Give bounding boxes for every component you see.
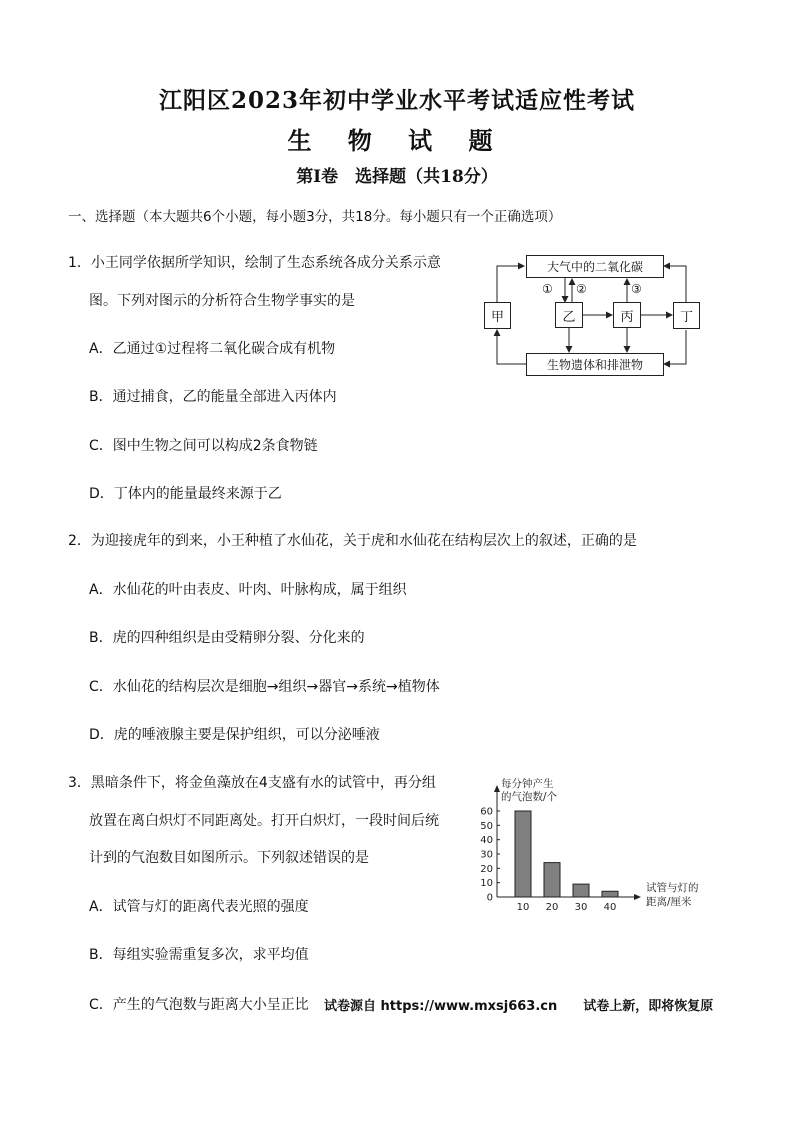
q3-option-c: C．产生的气泡数与距离大小呈正比: [89, 997, 309, 1013]
bubble-chart: [470, 775, 710, 915]
bar: [544, 863, 560, 897]
q1-stem-line2: 图。下列对图示的分析符合生物学事实的是: [89, 293, 355, 309]
co2-box: 大气中的二氧化碳: [526, 255, 664, 278]
q1-option-c: C．图中生物之间可以构成2条食物链: [89, 438, 318, 454]
bar: [515, 811, 531, 897]
x-tick-label: 30: [574, 902, 588, 913]
source-watermark: 试卷源自 https://www.mxsj663.cn 试卷上新，即将恢复原: [324, 999, 714, 1014]
x-tick-label: 20: [545, 902, 559, 913]
remains-box: 生物遗体和排泄物: [526, 353, 664, 376]
part-title: 第Ⅰ卷 选择题（共18分）: [296, 167, 498, 187]
section-heading: 一、选择题（本大题共6个小题，每小题3分，共18分。每小题只有一个正确选项）: [68, 209, 562, 225]
y-tick-label: 30: [480, 849, 493, 861]
x-tick-label: 10: [516, 902, 530, 913]
q3-stem-line3: 计到的气泡数目如图所示。下列叙述错误的是: [89, 850, 369, 866]
jia-box: 甲: [484, 302, 511, 329]
y-tick-label: 20: [480, 863, 493, 875]
x-tick-label: 40: [603, 902, 617, 913]
q3-option-b: B．每组实验需重复多次，求平均值: [89, 947, 309, 963]
q1-option-a: A．乙通过①过程将二氧化碳合成有机物: [89, 341, 336, 357]
process-3-label: ③: [631, 282, 642, 296]
y-tick-label: 40: [480, 835, 493, 847]
q2-option-d: D．虎的唾液腺主要是保护组织，可以分泌唾液: [89, 727, 380, 743]
bar: [573, 884, 589, 897]
q3-stem-line1: 3．黑暗条件下，将金鱼藻放在4支盛有水的试管中，再分组: [68, 775, 436, 791]
q3-stem-line2: 放置在离白炽灯不同距离处。打开白炽灯，一段时间后统: [89, 813, 439, 829]
bubble-chart-svg: [470, 775, 710, 915]
y-axis-arrow: [494, 785, 500, 792]
q1-option-b: B．通过捕食，乙的能量全部进入丙体内: [89, 389, 337, 405]
ecosystem-diagram: [480, 250, 710, 380]
y-tick-label: 10: [480, 878, 493, 890]
ding-box: 丁: [673, 302, 700, 329]
q2-option-a: A．水仙花的叶由表皮、叶肉、叶脉构成，属于组织: [89, 582, 407, 598]
q1-option-d: D．丁体内的能量最终来源于乙: [89, 486, 282, 502]
x-axis-arrow: [634, 894, 641, 900]
bar: [602, 891, 618, 897]
y-axis-label-line2: 的气泡数/个: [501, 791, 558, 803]
subject-title: 生 物 试 题: [287, 126, 507, 155]
y-tick-label: 60: [480, 806, 493, 818]
q2-stem: 2．为迎接虎年的到来，小王种植了水仙花，关于虎和水仙花在结构层次上的叙述，正确的是: [68, 533, 637, 549]
y-tick-label: 0: [486, 892, 493, 904]
y-axis-label-line1: 每分钟产生: [501, 778, 554, 790]
q1-stem-line1: 1．小王同学依据所学知识，绘制了生态系统各成分关系示意: [68, 255, 441, 271]
yi-box: 乙: [555, 302, 583, 328]
y-tick-label: 50: [480, 820, 493, 832]
q3-option-a: A．试管与灯的距离代表光照的强度: [89, 899, 309, 915]
bing-box: 丙: [613, 302, 641, 328]
x-axis-label-line2: 距离/厘米: [646, 896, 692, 908]
process-1-label: ①: [542, 282, 553, 296]
q2-option-c: C．水仙花的结构层次是细胞→组织→器官→系统→植物体: [89, 679, 440, 695]
q2-option-b: B．虎的四种组织是由受精卵分裂、分化来的: [89, 630, 365, 646]
x-axis-label-line1: 试管与灯的: [646, 882, 699, 894]
process-2-label: ②: [576, 282, 587, 296]
exam-title: 江阳区2023年初中学业水平考试适应性考试: [158, 87, 635, 114]
